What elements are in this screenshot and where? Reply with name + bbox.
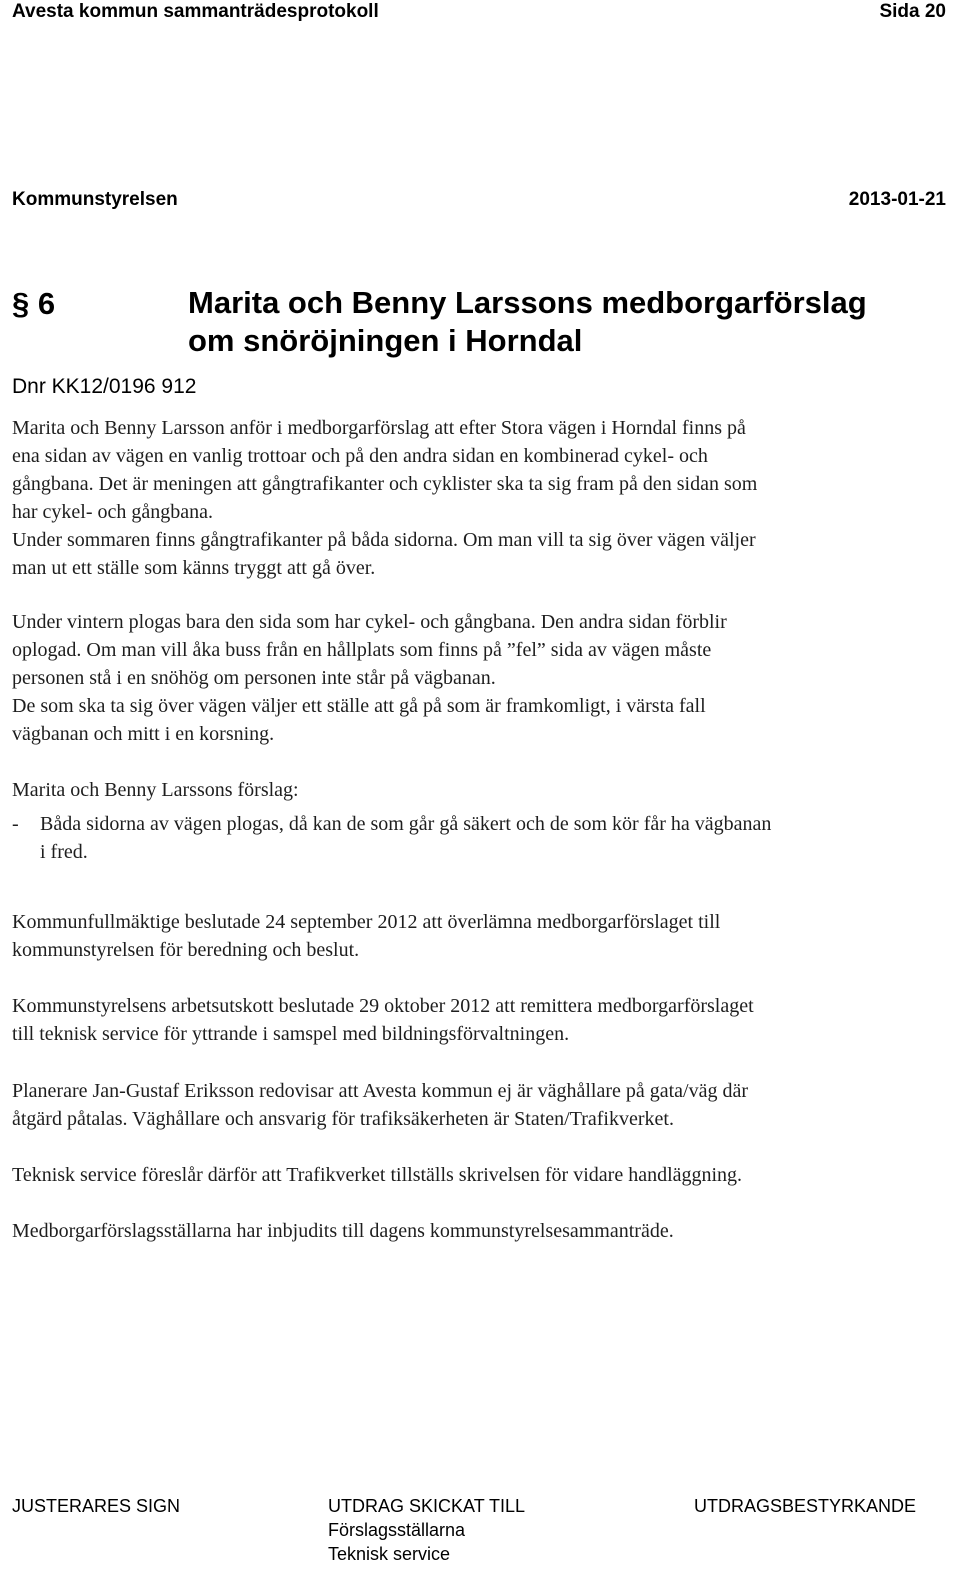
text-line: Medborgarförslagsställarna har inbjudits till dagens kommunstyrelsesammanträde. (12, 1220, 674, 1242)
text-line: Under sommaren finns gångtrafikanter på båda sidorna. Om man vill ta sig över vägen väljer (12, 529, 756, 551)
meeting-body: Kommunstyrelsen (12, 189, 178, 210)
text-line: man ut ett ställe som känns tryggt att gå över. (12, 557, 376, 579)
page-number: Sida 20 (879, 1, 946, 22)
paragraph-gap (12, 1189, 942, 1217)
section-title-line: om snöröjningen i Horndal (188, 323, 583, 358)
proposal-list-item (12, 810, 942, 866)
text-line: Kommunstyrelsens arbetsutskott beslutade 29 oktober 2012 att remittera medborgarförslaget (12, 995, 754, 1017)
paragraph-gap (12, 964, 942, 992)
proposal-heading: Marita och Benny Larssons förslag: (12, 779, 299, 801)
text-line: vägbanan och mitt i en korsning. (12, 723, 275, 745)
text-line: Båda sidorna av vägen plogas, då kan de som går gå säkert och de som kör får ha vägbanan (40, 813, 772, 835)
text-line: Teknisk service föreslår därför att Trafikverket tillställs skrivelsen för vidare handläggning. (12, 1164, 743, 1186)
paragraph-gap (12, 866, 942, 908)
text-line: Kommunfullmäktige beslutade 24 september 2012 att överlämna medborgarförslaget till (12, 911, 721, 933)
signature-label: JUSTERARES SIGN (12, 1496, 181, 1516)
text-line: åtgärd påtalas. Väghållare och ansvarig för trafiksäkerheten är Staten/Trafikverket. (12, 1108, 674, 1130)
text-line: till teknisk service för yttrande i samspel med bildningsförvaltningen. (12, 1023, 570, 1045)
paragraph-gap (12, 748, 942, 776)
section-title-line: Marita och Benny Larssons medborgarförslag (188, 285, 867, 320)
text-line: personen stå i en snöhög om personen inte står på vägbanan. (12, 667, 496, 689)
text-line: kommunstyrelsen för beredning och beslut. (12, 939, 360, 961)
text-line: Under vintern plogas bara den sida som har cykel- och gångbana. Den andra sidan förblir (12, 611, 727, 633)
list-dash: - (12, 813, 19, 835)
certify-label: UTDRAGSBESTYRKANDE (694, 1496, 917, 1516)
meeting-header (12, 188, 946, 212)
text-line: De som ska ta sig över vägen väljer ett ställe att gå på som är framkomligt, i värsta fall (12, 695, 706, 717)
sent-to-label: UTDRAG SKICKAT TILL (328, 1496, 526, 1516)
case-number: Dnr KK12/0196 912 (12, 375, 197, 398)
protocol-body (12, 414, 942, 1245)
paragraph-gap (12, 1048, 942, 1077)
text-line: oplogad. Om man vill åka buss från en hållplats som finns på ”fel” sida av vägen måste (12, 639, 712, 661)
text-line: gångbana. Det är meningen att gångtrafikanter och cyklister ska ta sig fram på den sidan som (12, 473, 758, 495)
text-line: i fred. (40, 841, 88, 863)
text-line: Planerare Jan-Gustaf Eriksson redovisar att Avesta kommun ej är väghållare på gata/väg där (12, 1080, 749, 1102)
sent-to-block (328, 1494, 525, 1566)
text-line: Marita och Benny Larsson anför i medborgarförslag att efter Stora vägen i Horndal finns på (12, 417, 746, 439)
sent-to-recipient: Förslagsställarna (328, 1520, 466, 1540)
paragraph-gap (12, 1133, 942, 1161)
text-line: ena sidan av vägen en vanlig trottoar och på den andra sidan en kombinerad cykel- och (12, 445, 708, 467)
sent-to-recipient: Teknisk service (328, 1544, 451, 1564)
section-number: § 6 (12, 286, 56, 321)
meeting-date: 2013-01-21 (848, 189, 946, 210)
section-title (188, 284, 948, 360)
paragraph-gap (12, 582, 942, 608)
document-header (12, 0, 946, 24)
document-title: Avesta kommun sammanträdesprotokoll (12, 1, 379, 22)
text-line: har cykel- och gångbana. (12, 501, 214, 523)
